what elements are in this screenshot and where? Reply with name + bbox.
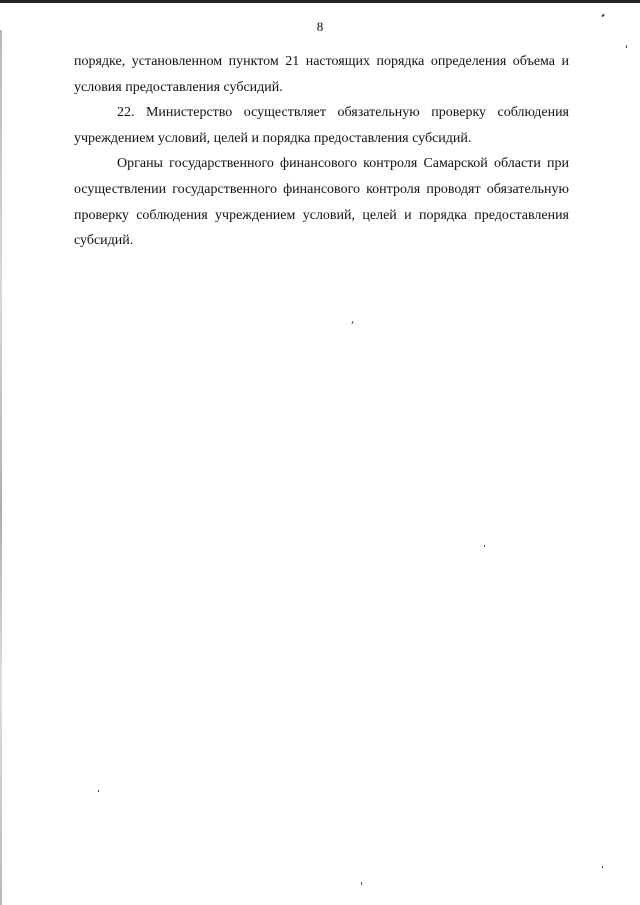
scan-speck — [484, 545, 485, 547]
document-body — [74, 49, 569, 254]
scan-speck — [602, 866, 603, 868]
scan-speck — [626, 45, 627, 48]
paragraph-22: 22. Министерство осуществляет обязательную проверку соблюдения учреждением условий, целей и порядка предоставления субсидий. — [74, 105, 569, 146]
paragraph-control-bodies: Органы государственного финансового контроля Самарской области при осуществлении государственного финансового контроля проводят обязательную проверку соблюдения учреждением условий, целей и порядка предоставления субсидий. — [74, 156, 569, 249]
scan-speck — [361, 882, 362, 885]
scan-top-border — [0, 0, 640, 3]
scan-speck — [98, 790, 99, 792]
scan-speck — [601, 14, 604, 18]
page-number: 8 — [316, 19, 324, 34]
scan-left-border — [0, 30, 2, 905]
scan-speck — [351, 321, 353, 324]
paragraph-continuation: порядке, установленном пунктом 21 настоящих порядка определения объема и условия предоставления субсидий. — [74, 54, 569, 95]
